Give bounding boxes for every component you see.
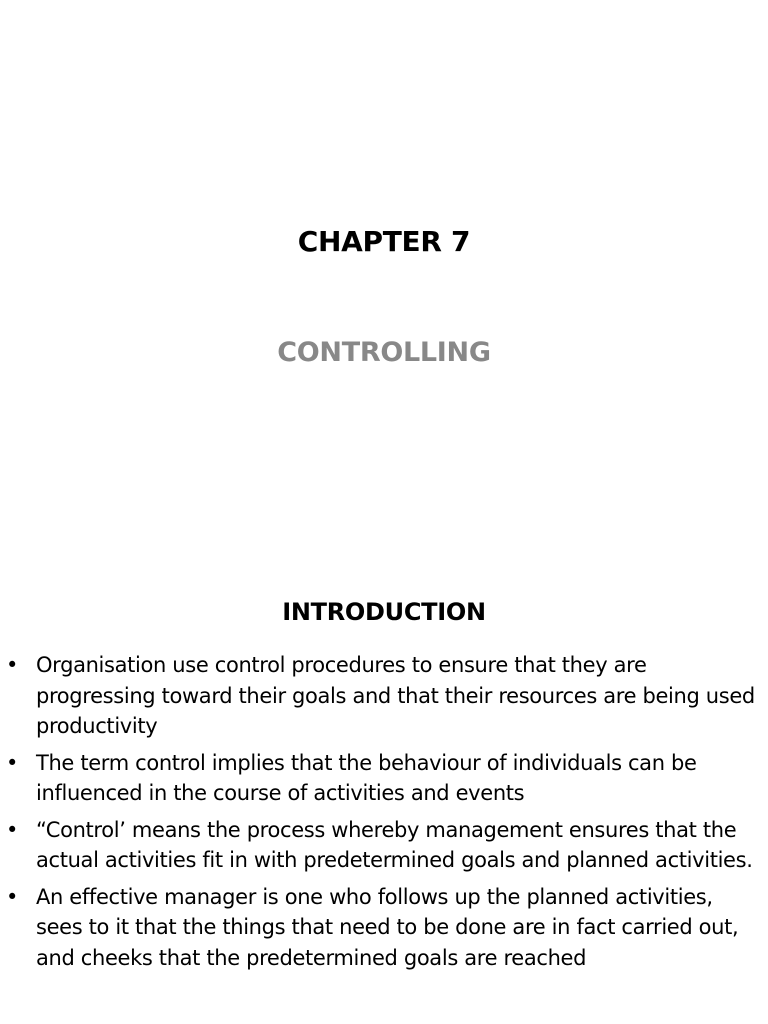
bullet-dot-icon: • — [6, 750, 19, 775]
bullet-text: Organisation use control procedures to ensure that they are progressing toward their goals and that their resources are being used productivity — [36, 653, 755, 738]
introduction-title: INTRODUCTION — [282, 598, 486, 626]
bullet-dot-icon: • — [6, 817, 19, 842]
bullet-dot-icon: • — [6, 884, 19, 909]
bullet-item — [0, 748, 768, 809]
introduction-slide — [0, 576, 768, 1024]
bullet-dot-icon: • — [6, 653, 19, 677]
bullet-text: The term control implies that the behaviour of individuals can be influenced in the course of activities and events — [36, 750, 697, 805]
bullet-text: “Control’ means the process whereby management ensures that the actual activities fit in with predetermined goals and planned activities. — [36, 817, 753, 872]
bullet-text: An effective manager is one who follows up the planned activities, sees to it that the things that need to be done are in fact carried out, and cheeks that the predetermined goals are reached — [36, 884, 739, 970]
bullet-item — [0, 815, 768, 876]
bullet-list — [0, 650, 768, 979]
bullet-item — [0, 650, 768, 742]
chapter-subtitle: CONTROLLING — [277, 337, 491, 368]
bullet-item — [0, 882, 768, 974]
chapter-title: CHAPTER 7 — [297, 225, 471, 258]
